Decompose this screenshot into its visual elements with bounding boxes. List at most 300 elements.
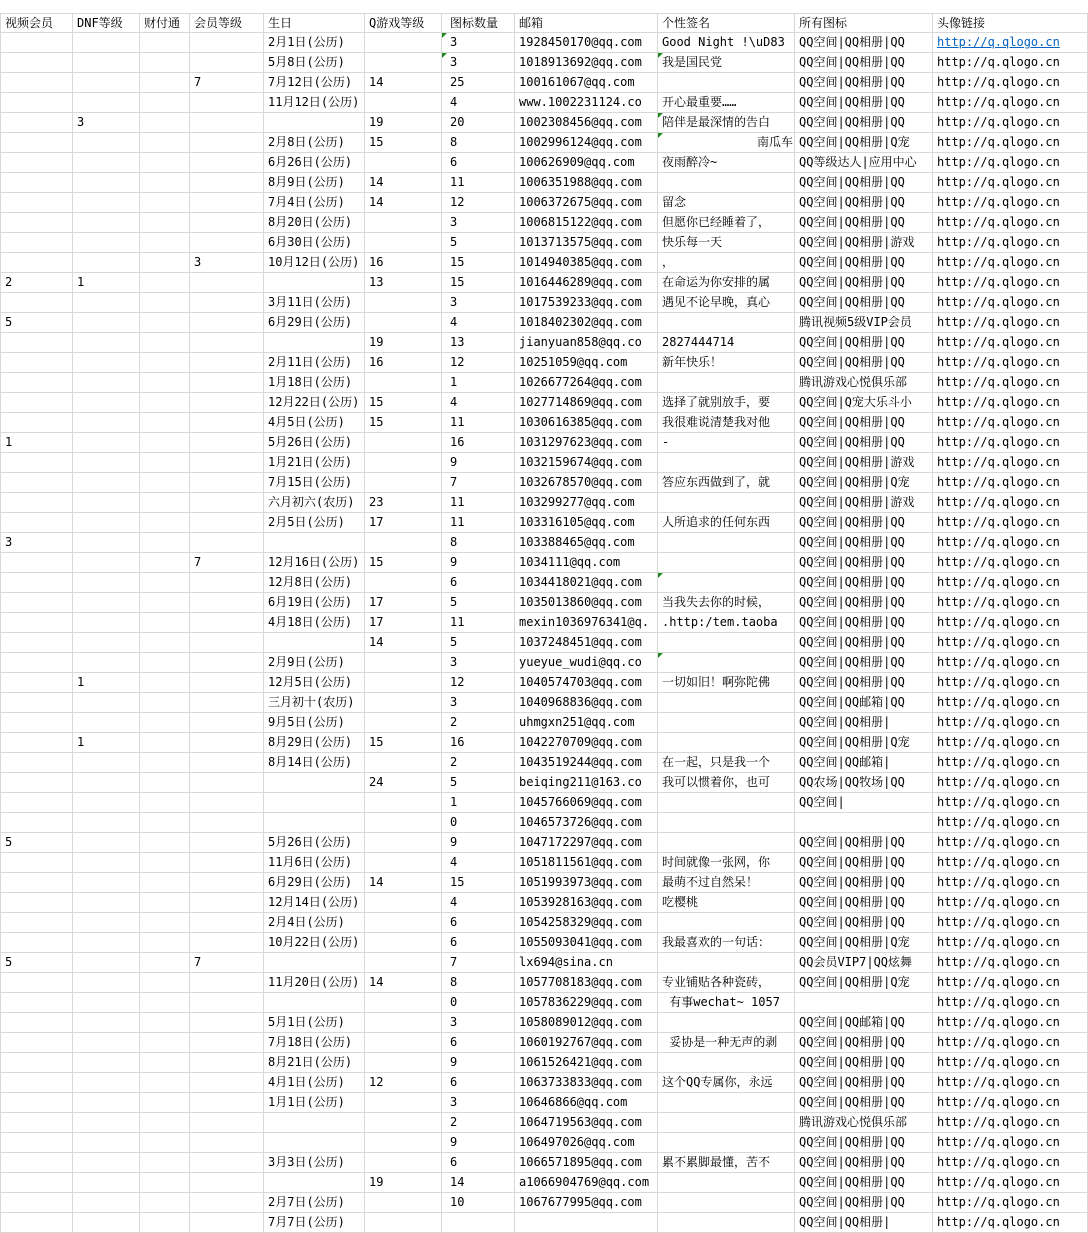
cell-signature[interactable] xyxy=(658,1053,795,1073)
cell-birthday[interactable]: 4月5日(公历) xyxy=(264,413,365,433)
cell-member-level[interactable] xyxy=(190,453,264,473)
cell-signature[interactable]: 快乐每一天 xyxy=(658,233,795,253)
cell-icon-count[interactable]: 3 xyxy=(442,293,515,313)
cell-avatar-link[interactable]: http://q.qlogo.cn xyxy=(933,913,1088,933)
cell-signature[interactable]: 夜雨醉冷~ xyxy=(658,153,795,173)
cell-q-game-level[interactable]: 17 xyxy=(365,613,442,633)
cell-tenpay[interactable] xyxy=(140,1033,190,1053)
cell-video-vip[interactable] xyxy=(0,573,73,593)
cell-tenpay[interactable] xyxy=(140,853,190,873)
cell-signature[interactable] xyxy=(658,1133,795,1153)
cell-avatar-link[interactable]: http://q.qlogo.cn xyxy=(933,953,1088,973)
cell-video-vip[interactable] xyxy=(0,473,73,493)
cell-birthday[interactable]: 8月9日(公历) xyxy=(264,173,365,193)
cell-dnf-level[interactable] xyxy=(73,1173,140,1193)
cell-birthday[interactable] xyxy=(264,793,365,813)
cell-avatar-link[interactable]: http://q.qlogo.cn xyxy=(933,713,1088,733)
cell-avatar-link[interactable]: http://q.qlogo.cn xyxy=(933,493,1088,513)
cell-all-icons[interactable]: QQ会员VIP7|QQ炫舞 xyxy=(795,953,933,973)
cell-icon-count[interactable]: 4 xyxy=(442,93,515,113)
cell-tenpay[interactable] xyxy=(140,153,190,173)
cell-member-level[interactable] xyxy=(190,313,264,333)
cell-q-game-level[interactable] xyxy=(365,913,442,933)
cell-avatar-link[interactable]: http://q.qlogo.cn xyxy=(933,613,1088,633)
cell-tenpay[interactable] xyxy=(140,333,190,353)
cell-birthday[interactable]: 12月5日(公历) xyxy=(264,673,365,693)
cell-signature[interactable]: - xyxy=(658,433,795,453)
cell-birthday[interactable]: 4月1日(公历) xyxy=(264,1073,365,1093)
cell-tenpay[interactable] xyxy=(140,453,190,473)
cell-q-game-level[interactable]: 17 xyxy=(365,513,442,533)
header-avatar-link[interactable]: 头像链接 xyxy=(933,13,1088,33)
cell-dnf-level[interactable]: 1 xyxy=(73,273,140,293)
cell-signature[interactable]: 留念 xyxy=(658,193,795,213)
cell-icon-count[interactable]: 16 xyxy=(442,733,515,753)
cell-email[interactable]: 1067677995@qq.com xyxy=(515,1193,658,1213)
cell-avatar-link[interactable]: http://q.qlogo.cn xyxy=(933,573,1088,593)
cell-icon-count[interactable]: 1 xyxy=(442,373,515,393)
cell-q-game-level[interactable] xyxy=(365,1093,442,1113)
cell-signature[interactable] xyxy=(658,533,795,553)
cell-email[interactable]: 1006815122@qq.com xyxy=(515,213,658,233)
cell-member-level[interactable]: 3 xyxy=(190,253,264,273)
cell-tenpay[interactable] xyxy=(140,1133,190,1153)
cell-member-level[interactable] xyxy=(190,273,264,293)
cell-all-icons[interactable]: QQ空间|Q宠大乐斗小 xyxy=(795,393,933,413)
cell-all-icons[interactable]: 腾讯游戏心悦俱乐部 xyxy=(795,1113,933,1133)
cell-video-vip[interactable] xyxy=(0,1033,73,1053)
cell-member-level[interactable] xyxy=(190,673,264,693)
cell-avatar-link[interactable]: http://q.qlogo.cn xyxy=(933,313,1088,333)
cell-icon-count[interactable]: 25 xyxy=(442,73,515,93)
cell-icon-count[interactable]: 12 xyxy=(442,193,515,213)
cell-video-vip[interactable] xyxy=(0,493,73,513)
cell-dnf-level[interactable] xyxy=(73,173,140,193)
cell-video-vip[interactable] xyxy=(0,153,73,173)
cell-q-game-level[interactable] xyxy=(365,1133,442,1153)
cell-icon-count[interactable]: 5 xyxy=(442,233,515,253)
cell-q-game-level[interactable] xyxy=(365,993,442,1013)
cell-q-game-level[interactable]: 15 xyxy=(365,393,442,413)
cell-email[interactable]: 1061526421@qq.com xyxy=(515,1053,658,1073)
cell-tenpay[interactable] xyxy=(140,733,190,753)
cell-all-icons[interactable]: QQ空间|QQ相册|QQ xyxy=(795,573,933,593)
cell-tenpay[interactable] xyxy=(140,113,190,133)
cell-dnf-level[interactable] xyxy=(73,1033,140,1053)
cell-tenpay[interactable] xyxy=(140,1053,190,1073)
cell-q-game-level[interactable] xyxy=(365,933,442,953)
cell-member-level[interactable] xyxy=(190,393,264,413)
cell-tenpay[interactable] xyxy=(140,393,190,413)
cell-video-vip[interactable] xyxy=(0,193,73,213)
cell-tenpay[interactable] xyxy=(140,493,190,513)
cell-birthday[interactable]: 2月9日(公历) xyxy=(264,653,365,673)
cell-avatar-link[interactable]: http://q.qlogo.cn xyxy=(933,973,1088,993)
cell-video-vip[interactable] xyxy=(0,753,73,773)
cell-q-game-level[interactable]: 14 xyxy=(365,973,442,993)
cell-all-icons[interactable]: QQ空间|QQ相册|Q宠 xyxy=(795,733,933,753)
cell-all-icons[interactable]: 腾讯游戏心悦俱乐部 xyxy=(795,373,933,393)
cell-video-vip[interactable]: 5 xyxy=(0,313,73,333)
cell-signature[interactable] xyxy=(658,833,795,853)
cell-member-level[interactable] xyxy=(190,833,264,853)
header-q-game-level[interactable]: Q游戏等级 xyxy=(365,13,442,33)
cell-email[interactable]: 1045766069@qq.com xyxy=(515,793,658,813)
cell-icon-count[interactable]: 3 xyxy=(442,53,515,73)
cell-all-icons[interactable]: QQ空间|QQ相册|QQ xyxy=(795,913,933,933)
cell-dnf-level[interactable] xyxy=(73,1093,140,1113)
cell-q-game-level[interactable] xyxy=(365,1053,442,1073)
cell-video-vip[interactable] xyxy=(0,113,73,133)
cell-q-game-level[interactable]: 23 xyxy=(365,493,442,513)
cell-signature[interactable] xyxy=(658,1113,795,1133)
cell-video-vip[interactable] xyxy=(0,53,73,73)
cell-dnf-level[interactable] xyxy=(73,613,140,633)
cell-member-level[interactable]: 7 xyxy=(190,553,264,573)
cell-email[interactable]: 1040574703@qq.com xyxy=(515,673,658,693)
cell-q-game-level[interactable]: 19 xyxy=(365,1173,442,1193)
cell-avatar-link[interactable]: http://q.qlogo.cn xyxy=(933,553,1088,573)
cell-email[interactable]: uhmgxn251@qq.com xyxy=(515,713,658,733)
cell-video-vip[interactable] xyxy=(0,913,73,933)
cell-video-vip[interactable] xyxy=(0,1113,73,1133)
cell-signature[interactable] xyxy=(658,493,795,513)
header-all-icons[interactable]: 所有图标 xyxy=(795,13,933,33)
header-birthday[interactable]: 生日 xyxy=(264,13,365,33)
cell-video-vip[interactable] xyxy=(0,973,73,993)
cell-member-level[interactable] xyxy=(190,293,264,313)
cell-icon-count[interactable]: 9 xyxy=(442,833,515,853)
cell-signature[interactable] xyxy=(658,693,795,713)
cell-video-vip[interactable] xyxy=(0,353,73,373)
cell-all-icons[interactable]: QQ空间|QQ相册|QQ xyxy=(795,833,933,853)
cell-all-icons[interactable]: QQ空间|QQ邮箱|QQ xyxy=(795,693,933,713)
cell-all-icons[interactable]: QQ空间|QQ相册|QQ xyxy=(795,893,933,913)
cell-avatar-link[interactable]: http://q.qlogo.cn xyxy=(933,673,1088,693)
cell-all-icons[interactable]: QQ空间|QQ相册|QQ xyxy=(795,1173,933,1193)
cell-avatar-link[interactable]: http://q.qlogo.cn xyxy=(933,53,1088,73)
cell-tenpay[interactable] xyxy=(140,193,190,213)
cell-all-icons[interactable]: QQ空间|QQ相册|QQ xyxy=(795,873,933,893)
cell-dnf-level[interactable] xyxy=(73,633,140,653)
cell-birthday[interactable]: 12月8日(公历) xyxy=(264,573,365,593)
cell-email[interactable]: 1032159674@qq.com xyxy=(515,453,658,473)
cell-birthday[interactable]: 8月29日(公历) xyxy=(264,733,365,753)
cell-q-game-level[interactable] xyxy=(365,793,442,813)
cell-all-icons[interactable]: QQ空间|QQ相册|QQ xyxy=(795,653,933,673)
cell-icon-count[interactable]: 15 xyxy=(442,873,515,893)
cell-member-level[interactable] xyxy=(190,993,264,1013)
cell-tenpay[interactable] xyxy=(140,953,190,973)
cell-avatar-link[interactable]: http://q.qlogo.cn xyxy=(933,73,1088,93)
cell-email[interactable]: 1002996124@qq.com xyxy=(515,133,658,153)
cell-birthday[interactable]: 三月初十(农历) xyxy=(264,693,365,713)
cell-all-icons[interactable]: QQ空间|QQ相册| xyxy=(795,713,933,733)
cell-tenpay[interactable] xyxy=(140,1193,190,1213)
cell-video-vip[interactable] xyxy=(0,653,73,673)
cell-member-level[interactable] xyxy=(190,753,264,773)
cell-email[interactable]: 1060192767@qq.com xyxy=(515,1033,658,1053)
cell-email[interactable]: beiqing211@163.co xyxy=(515,773,658,793)
cell-tenpay[interactable] xyxy=(140,933,190,953)
cell-avatar-link[interactable]: http://q.qlogo.cn xyxy=(933,433,1088,453)
cell-signature[interactable] xyxy=(658,653,795,673)
cell-avatar-link[interactable]: http://q.qlogo.cn xyxy=(933,1053,1088,1073)
cell-q-game-level[interactable] xyxy=(365,93,442,113)
cell-signature[interactable] xyxy=(658,793,795,813)
cell-dnf-level[interactable] xyxy=(73,53,140,73)
cell-tenpay[interactable] xyxy=(140,973,190,993)
cell-signature[interactable]: 这个QQ专属你，永远 xyxy=(658,1073,795,1093)
cell-birthday[interactable]: 7月7日(公历) xyxy=(264,1213,365,1233)
cell-q-game-level[interactable]: 15 xyxy=(365,733,442,753)
cell-birthday[interactable] xyxy=(264,113,365,133)
cell-signature[interactable] xyxy=(658,373,795,393)
cell-dnf-level[interactable] xyxy=(73,373,140,393)
cell-tenpay[interactable] xyxy=(140,1013,190,1033)
header-video-vip[interactable]: 视频会员 xyxy=(0,13,73,33)
cell-email[interactable]: 1058089012@qq.com xyxy=(515,1013,658,1033)
cell-dnf-level[interactable] xyxy=(73,1113,140,1133)
cell-tenpay[interactable] xyxy=(140,533,190,553)
cell-icon-count[interactable]: 11 xyxy=(442,513,515,533)
cell-email[interactable]: 1066571895@qq.com xyxy=(515,1153,658,1173)
cell-member-level[interactable] xyxy=(190,173,264,193)
cell-tenpay[interactable] xyxy=(140,293,190,313)
cell-member-level[interactable]: 7 xyxy=(190,953,264,973)
cell-birthday[interactable]: 11月6日(公历) xyxy=(264,853,365,873)
cell-member-level[interactable] xyxy=(190,133,264,153)
cell-tenpay[interactable] xyxy=(140,93,190,113)
cell-birthday[interactable]: 4月18日(公历) xyxy=(264,613,365,633)
cell-email[interactable]: 1042270709@qq.com xyxy=(515,733,658,753)
cell-q-game-level[interactable] xyxy=(365,713,442,733)
cell-avatar-link[interactable]: http://q.qlogo.cn xyxy=(933,253,1088,273)
cell-video-vip[interactable] xyxy=(0,93,73,113)
cell-dnf-level[interactable] xyxy=(73,293,140,313)
cell-birthday[interactable]: 7月12日(公历) xyxy=(264,73,365,93)
cell-all-icons[interactable]: QQ空间|QQ相册|QQ xyxy=(795,853,933,873)
cell-member-level[interactable] xyxy=(190,433,264,453)
cell-icon-count[interactable]: 6 xyxy=(442,1153,515,1173)
cell-tenpay[interactable] xyxy=(140,273,190,293)
cell-email[interactable]: lx694@sina.cn xyxy=(515,953,658,973)
cell-video-vip[interactable] xyxy=(0,813,73,833)
cell-email[interactable]: 1027714869@qq.com xyxy=(515,393,658,413)
cell-icon-count[interactable]: 6 xyxy=(442,933,515,953)
cell-avatar-link[interactable]: http://q.qlogo.cn xyxy=(933,1193,1088,1213)
cell-q-game-level[interactable] xyxy=(365,233,442,253)
cell-all-icons[interactable]: QQ空间|QQ相册|QQ xyxy=(795,1153,933,1173)
cell-q-game-level[interactable] xyxy=(365,213,442,233)
cell-q-game-level[interactable]: 19 xyxy=(365,333,442,353)
cell-video-vip[interactable] xyxy=(0,1193,73,1213)
cell-birthday[interactable]: 9月5日(公历) xyxy=(264,713,365,733)
cell-avatar-link[interactable]: http://q.qlogo.cn xyxy=(933,473,1088,493)
cell-signature[interactable] xyxy=(658,633,795,653)
cell-dnf-level[interactable] xyxy=(73,133,140,153)
cell-avatar-link[interactable]: http://q.qlogo.cn xyxy=(933,93,1088,113)
cell-member-level[interactable] xyxy=(190,1073,264,1093)
cell-all-icons[interactable]: QQ空间|QQ相册|QQ xyxy=(795,333,933,353)
cell-video-vip[interactable] xyxy=(0,1053,73,1073)
cell-icon-count[interactable]: 15 xyxy=(442,253,515,273)
cell-dnf-level[interactable] xyxy=(73,93,140,113)
cell-video-vip[interactable] xyxy=(0,1213,73,1233)
cell-email[interactable]: 1006351988@qq.com xyxy=(515,173,658,193)
cell-tenpay[interactable] xyxy=(140,833,190,853)
cell-avatar-link[interactable]: http://q.qlogo.cn xyxy=(933,1033,1088,1053)
cell-signature[interactable]: 我最喜欢的一句话： xyxy=(658,933,795,953)
cell-dnf-level[interactable] xyxy=(73,533,140,553)
cell-q-game-level[interactable] xyxy=(365,1033,442,1053)
cell-email[interactable]: 1928450170@qq.com xyxy=(515,33,658,53)
cell-member-level[interactable] xyxy=(190,213,264,233)
cell-all-icons[interactable]: QQ空间|QQ相册|QQ xyxy=(795,73,933,93)
cell-email[interactable]: 1014940385@qq.com xyxy=(515,253,658,273)
cell-icon-count[interactable]: 5 xyxy=(442,773,515,793)
cell-icon-count[interactable]: 0 xyxy=(442,993,515,1013)
cell-member-level[interactable] xyxy=(190,1193,264,1213)
cell-all-icons[interactable]: QQ空间|QQ相册|游戏 xyxy=(795,233,933,253)
cell-birthday[interactable] xyxy=(264,533,365,553)
cell-q-game-level[interactable] xyxy=(365,373,442,393)
cell-birthday[interactable]: 10月12日(公历) xyxy=(264,253,365,273)
cell-dnf-level[interactable] xyxy=(73,593,140,613)
cell-member-level[interactable] xyxy=(190,893,264,913)
cell-signature[interactable] xyxy=(658,73,795,93)
cell-signature[interactable]: 当我失去你的时候， xyxy=(658,593,795,613)
cell-signature[interactable]: 2827444714 xyxy=(658,333,795,353)
cell-dnf-level[interactable] xyxy=(73,693,140,713)
cell-avatar-link[interactable]: http://q.qlogo.cn xyxy=(933,353,1088,373)
cell-tenpay[interactable] xyxy=(140,53,190,73)
cell-signature[interactable]: 我可以惯着你，也可 xyxy=(658,773,795,793)
cell-birthday[interactable]: 11月20日(公历) xyxy=(264,973,365,993)
cell-q-game-level[interactable] xyxy=(365,1153,442,1173)
cell-email[interactable]: 1051993973@qq.com xyxy=(515,873,658,893)
cell-signature[interactable] xyxy=(658,1093,795,1113)
cell-member-level[interactable] xyxy=(190,193,264,213)
cell-q-game-level[interactable] xyxy=(365,433,442,453)
cell-video-vip[interactable]: 2 xyxy=(0,273,73,293)
cell-video-vip[interactable] xyxy=(0,593,73,613)
cell-email[interactable]: yueyue_wudi@qq.co xyxy=(515,653,658,673)
cell-avatar-link[interactable]: http://q.qlogo.cn xyxy=(933,233,1088,253)
cell-signature[interactable] xyxy=(658,1013,795,1033)
cell-video-vip[interactable] xyxy=(0,613,73,633)
cell-member-level[interactable] xyxy=(190,1013,264,1033)
cell-dnf-level[interactable] xyxy=(73,513,140,533)
cell-icon-count[interactable]: 6 xyxy=(442,1073,515,1093)
cell-tenpay[interactable] xyxy=(140,233,190,253)
cell-birthday[interactable]: 2月4日(公历) xyxy=(264,913,365,933)
cell-dnf-level[interactable] xyxy=(73,433,140,453)
cell-email[interactable]: 1040968836@qq.com xyxy=(515,693,658,713)
cell-tenpay[interactable] xyxy=(140,613,190,633)
cell-birthday[interactable]: 5月8日(公历) xyxy=(264,53,365,73)
cell-email[interactable]: 1043519244@qq.com xyxy=(515,753,658,773)
cell-all-icons[interactable]: QQ空间|QQ相册|QQ xyxy=(795,273,933,293)
cell-member-level[interactable] xyxy=(190,573,264,593)
cell-tenpay[interactable] xyxy=(140,1093,190,1113)
cell-q-game-level[interactable] xyxy=(365,1193,442,1213)
cell-all-icons[interactable]: QQ空间|QQ相册|Q宠 xyxy=(795,973,933,993)
cell-email[interactable]: 1006372675@qq.com xyxy=(515,193,658,213)
cell-all-icons[interactable]: QQ空间|QQ相册|QQ xyxy=(795,613,933,633)
cell-member-level[interactable] xyxy=(190,53,264,73)
cell-email[interactable]: 10251059@qq.com xyxy=(515,353,658,373)
cell-all-icons[interactable]: QQ空间|QQ相册|Q宠 xyxy=(795,473,933,493)
cell-signature[interactable] xyxy=(658,913,795,933)
cell-avatar-link[interactable]: http://q.qlogo.cn xyxy=(933,213,1088,233)
cell-dnf-level[interactable]: 3 xyxy=(73,113,140,133)
cell-email[interactable]: 1057836229@qq.com xyxy=(515,993,658,1013)
cell-q-game-level[interactable]: 14 xyxy=(365,873,442,893)
cell-video-vip[interactable] xyxy=(0,253,73,273)
cell-birthday[interactable]: 5月26日(公历) xyxy=(264,433,365,453)
cell-icon-count[interactable]: 0 xyxy=(442,813,515,833)
cell-signature[interactable] xyxy=(658,953,795,973)
cell-avatar-link[interactable]: http://q.qlogo.cn xyxy=(933,453,1088,473)
cell-tenpay[interactable] xyxy=(140,693,190,713)
cell-birthday[interactable]: 6月29日(公历) xyxy=(264,873,365,893)
cell-q-game-level[interactable] xyxy=(365,473,442,493)
cell-birthday[interactable]: 6月30日(公历) xyxy=(264,233,365,253)
cell-avatar-link[interactable]: http://q.qlogo.cn xyxy=(933,533,1088,553)
cell-icon-count[interactable]: 9 xyxy=(442,1053,515,1073)
cell-member-level[interactable] xyxy=(190,353,264,373)
cell-dnf-level[interactable] xyxy=(73,193,140,213)
cell-icon-count[interactable]: 8 xyxy=(442,973,515,993)
cell-video-vip[interactable] xyxy=(0,1153,73,1173)
cell-dnf-level[interactable] xyxy=(73,713,140,733)
cell-signature[interactable]: 时间就像一张网，你 xyxy=(658,853,795,873)
cell-all-icons[interactable]: QQ空间|QQ相册|游戏 xyxy=(795,493,933,513)
cell-tenpay[interactable] xyxy=(140,813,190,833)
cell-video-vip[interactable] xyxy=(0,933,73,953)
cell-member-level[interactable] xyxy=(190,653,264,673)
cell-dnf-level[interactable] xyxy=(73,813,140,833)
cell-icon-count[interactable]: 13 xyxy=(442,333,515,353)
cell-email[interactable]: a1066904769@qq.com xyxy=(515,1173,658,1193)
cell-icon-count[interactable]: 8 xyxy=(442,533,515,553)
cell-dnf-level[interactable] xyxy=(73,833,140,853)
cell-avatar-link[interactable]: http://q.qlogo.cn xyxy=(933,1093,1088,1113)
cell-member-level[interactable]: 7 xyxy=(190,73,264,93)
cell-video-vip[interactable] xyxy=(0,413,73,433)
cell-dnf-level[interactable] xyxy=(73,33,140,53)
cell-icon-count[interactable]: 5 xyxy=(442,593,515,613)
cell-video-vip[interactable] xyxy=(0,73,73,93)
cell-signature[interactable]: 开心最重要…… xyxy=(658,93,795,113)
cell-email[interactable]: 1055093041@qq.com xyxy=(515,933,658,953)
cell-email[interactable]: 1002308456@qq.com xyxy=(515,113,658,133)
cell-q-game-level[interactable]: 14 xyxy=(365,193,442,213)
cell-all-icons[interactable]: 腾讯视频5级VIP会员 xyxy=(795,313,933,333)
cell-dnf-level[interactable] xyxy=(73,1213,140,1233)
cell-video-vip[interactable] xyxy=(0,1073,73,1093)
cell-video-vip[interactable] xyxy=(0,673,73,693)
cell-icon-count[interactable]: 12 xyxy=(442,673,515,693)
cell-q-game-level[interactable]: 14 xyxy=(365,633,442,653)
cell-dnf-level[interactable] xyxy=(73,233,140,253)
cell-signature[interactable] xyxy=(658,1193,795,1213)
cell-avatar-link[interactable]: http://q.qlogo.cn xyxy=(933,793,1088,813)
cell-birthday[interactable]: 六月初六(农历) xyxy=(264,493,365,513)
cell-dnf-level[interactable] xyxy=(73,473,140,493)
cell-all-icons[interactable]: QQ空间|QQ相册|QQ xyxy=(795,33,933,53)
